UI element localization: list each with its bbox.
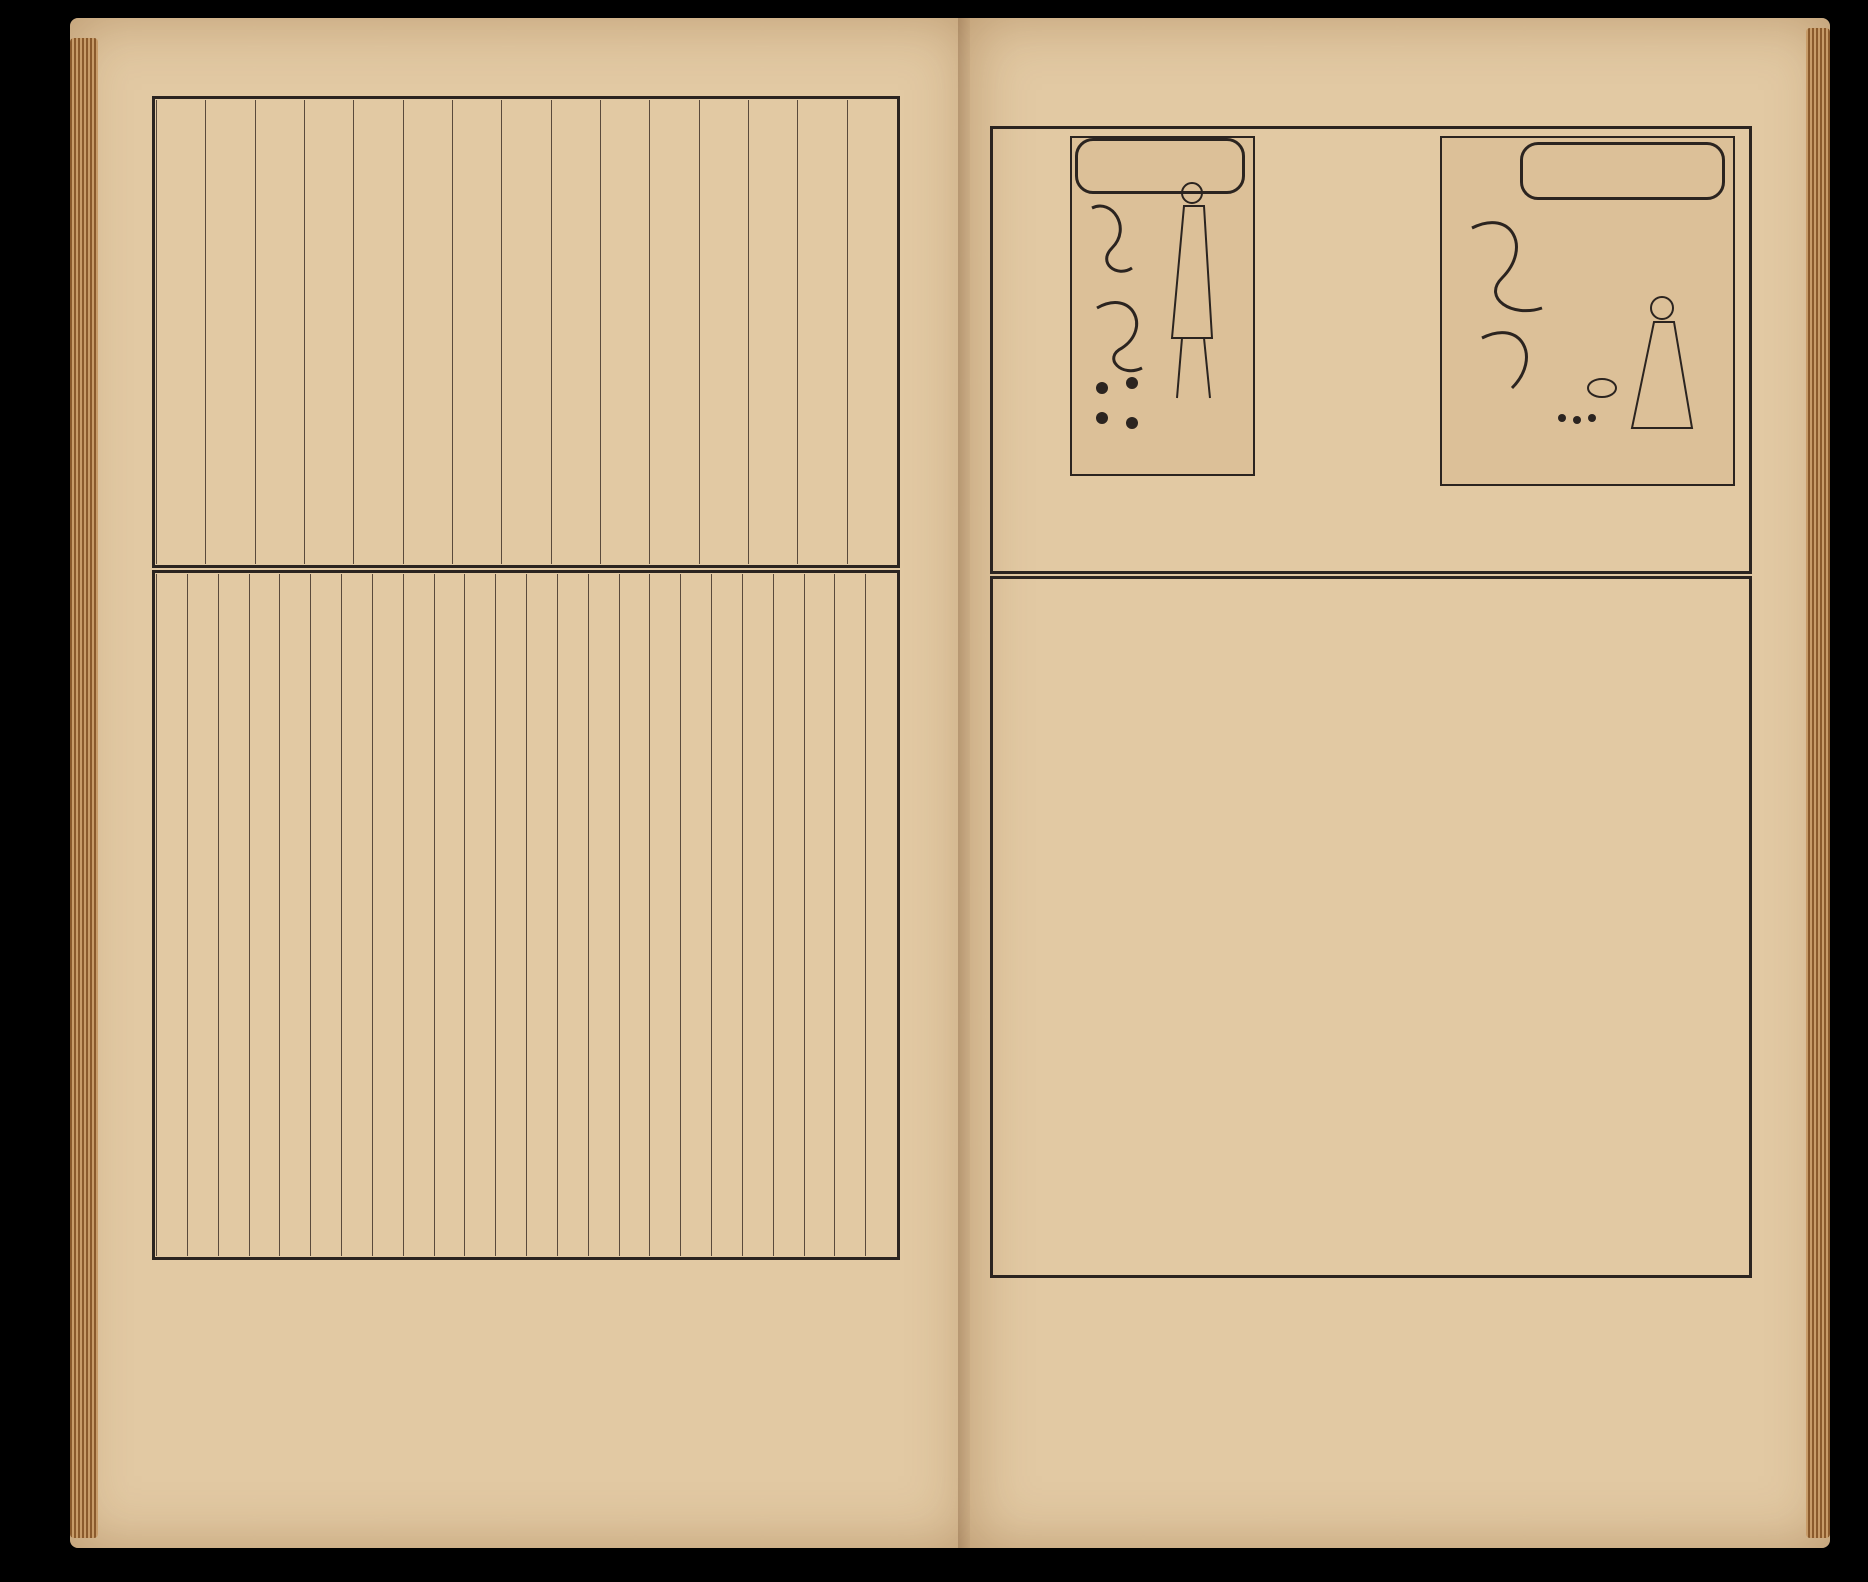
right-lower-text-block <box>994 580 1748 1274</box>
text-column <box>804 574 835 1256</box>
page-edge-left <box>70 38 98 1538</box>
text-column <box>304 100 353 564</box>
text-column <box>187 574 218 1256</box>
text-column <box>797 100 846 564</box>
text-column <box>218 574 249 1256</box>
text-column <box>557 574 588 1256</box>
text-column <box>773 574 804 1256</box>
right-upper-left-text-block <box>992 130 1070 570</box>
text-column <box>156 574 187 1256</box>
text-column <box>495 574 526 1256</box>
text-column <box>372 574 403 1256</box>
text-column <box>452 100 501 564</box>
text-column <box>748 100 797 564</box>
right-page <box>970 18 1830 1548</box>
text-column <box>353 100 402 564</box>
text-column <box>403 574 434 1256</box>
text-column <box>205 100 254 564</box>
open-book <box>70 18 1830 1578</box>
text-column <box>834 574 865 1256</box>
text-column <box>501 100 550 564</box>
text-column <box>699 100 748 564</box>
text-column <box>649 100 698 564</box>
illustration-title-sulfur <box>1075 138 1245 194</box>
left-page <box>70 18 970 1548</box>
text-column <box>434 574 465 1256</box>
text-column <box>742 574 773 1256</box>
text-column <box>600 100 649 564</box>
text-column <box>156 100 205 564</box>
text-column <box>711 574 742 1256</box>
text-column <box>551 100 600 564</box>
text-column <box>847 100 896 564</box>
text-column <box>255 100 304 564</box>
text-column <box>619 574 650 1256</box>
page-edge-right <box>1806 28 1830 1538</box>
text-column <box>464 574 495 1256</box>
illustration-title-yellow-stone <box>1520 142 1725 200</box>
text-column <box>680 574 711 1256</box>
text-column <box>249 574 280 1256</box>
text-column <box>279 574 310 1256</box>
right-upper-text-block <box>1255 130 1440 570</box>
text-column <box>526 574 557 1256</box>
text-column <box>588 574 619 1256</box>
caption-yellow-stone <box>1530 488 1730 570</box>
text-column <box>310 574 341 1256</box>
text-column <box>341 574 372 1256</box>
text-column <box>403 100 452 564</box>
left-lower-text-block <box>156 574 896 1256</box>
text-column <box>649 574 680 1256</box>
left-upper-text-block <box>156 100 896 564</box>
caption-sulfur <box>1080 478 1250 570</box>
text-column <box>865 574 896 1256</box>
